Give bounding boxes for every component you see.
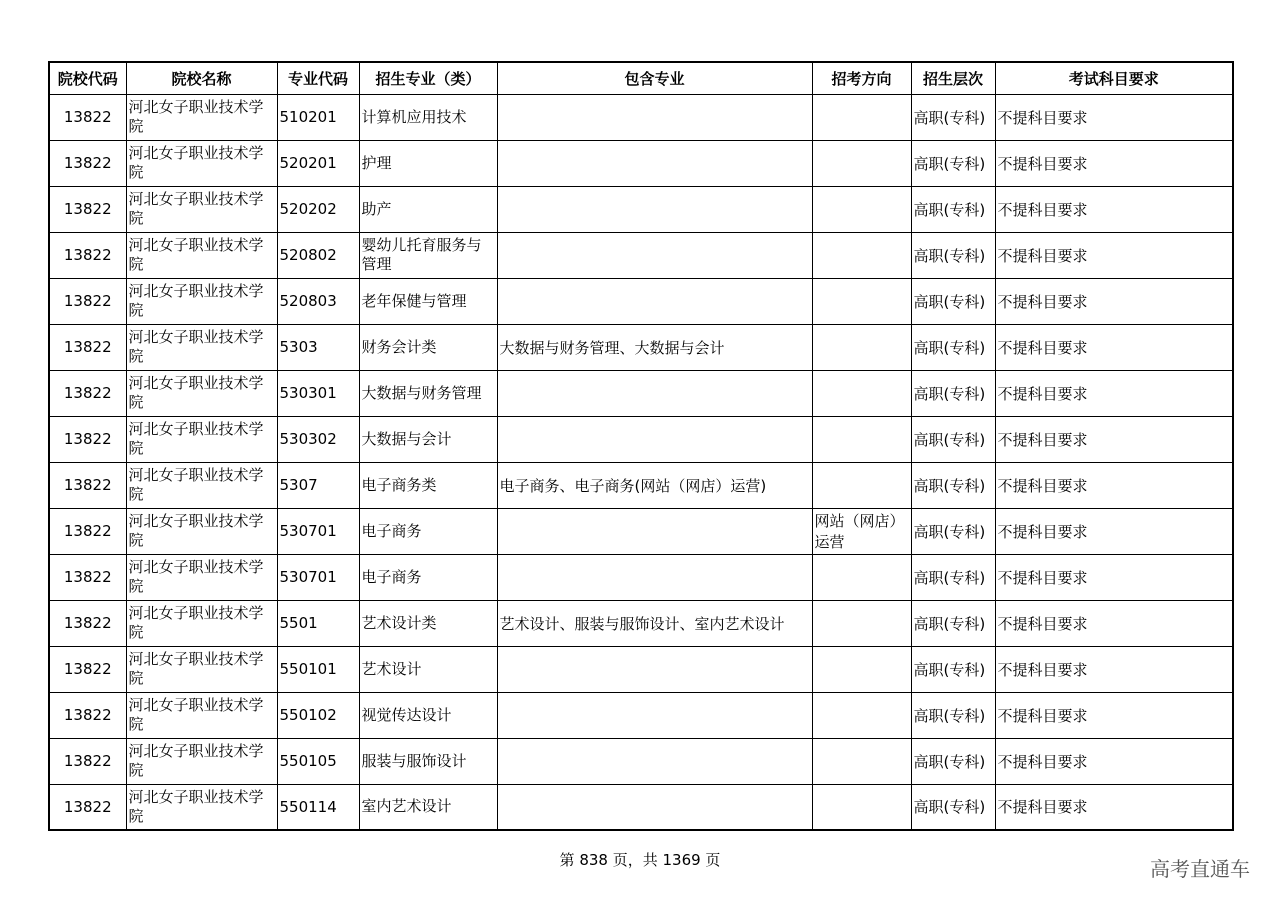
included-majors-cell <box>497 370 812 416</box>
major-cell: 婴幼儿托育服务与管理 <box>359 232 497 278</box>
direction-cell <box>812 186 911 232</box>
school-name-cell: 河北女子职业技术学院 <box>126 416 277 462</box>
direction-cell <box>812 140 911 186</box>
major-cell: 室内艺术设计 <box>359 784 497 830</box>
school-name-cell: 河北女子职业技术学院 <box>126 186 277 232</box>
table-row <box>49 370 1233 416</box>
subject-requirement-cell: 不提科目要求 <box>995 416 1233 462</box>
header-school-code: 院校代码 <box>49 62 126 94</box>
major-code-cell: 550105 <box>277 738 359 784</box>
header-school-name: 院校名称 <box>126 62 277 94</box>
included-majors-cell <box>497 554 812 600</box>
school-name-cell: 河北女子职业技术学院 <box>126 370 277 416</box>
school-code-cell: 13822 <box>49 232 126 278</box>
subject-requirement-cell: 不提科目要求 <box>995 554 1233 600</box>
included-majors-cell <box>497 738 812 784</box>
subject-requirement-cell: 不提科目要求 <box>995 94 1233 140</box>
included-majors-cell <box>497 784 812 830</box>
level-cell: 高职(专科) <box>911 784 995 830</box>
direction-cell <box>812 784 911 830</box>
subject-requirement-cell: 不提科目要求 <box>995 140 1233 186</box>
direction-cell <box>812 232 911 278</box>
major-code-cell: 5303 <box>277 324 359 370</box>
admissions-table-container <box>48 61 1234 831</box>
watermark-logo-text: 高考直通车 <box>1150 857 1250 881</box>
major-code-cell: 520802 <box>277 232 359 278</box>
school-name-cell: 河北女子职业技术学院 <box>126 140 277 186</box>
subject-requirement-cell: 不提科目要求 <box>995 600 1233 646</box>
subject-requirement-cell: 不提科目要求 <box>995 232 1233 278</box>
school-name-cell: 河北女子职业技术学院 <box>126 692 277 738</box>
major-code-cell: 530701 <box>277 554 359 600</box>
level-cell: 高职(专科) <box>911 738 995 784</box>
level-cell: 高职(专科) <box>911 186 995 232</box>
subject-requirement-cell: 不提科目要求 <box>995 278 1233 324</box>
major-cell: 计算机应用技术 <box>359 94 497 140</box>
subject-requirement-cell: 不提科目要求 <box>995 186 1233 232</box>
school-code-cell: 13822 <box>49 370 126 416</box>
major-cell: 电子商务 <box>359 554 497 600</box>
header-level: 招生层次 <box>911 62 995 94</box>
level-cell: 高职(专科) <box>911 416 995 462</box>
page-number: 第 838 页，共 1369 页 <box>559 851 721 869</box>
direction-cell <box>812 94 911 140</box>
subject-requirement-cell: 不提科目要求 <box>995 324 1233 370</box>
school-code-cell: 13822 <box>49 186 126 232</box>
major-code-cell: 520803 <box>277 278 359 324</box>
level-cell: 高职(专科) <box>911 692 995 738</box>
major-cell: 老年保健与管理 <box>359 278 497 324</box>
table-row <box>49 554 1233 600</box>
school-code-cell: 13822 <box>49 462 126 508</box>
school-name-cell: 河北女子职业技术学院 <box>126 600 277 646</box>
major-cell: 服装与服饰设计 <box>359 738 497 784</box>
table-row <box>49 140 1233 186</box>
subject-requirement-cell: 不提科目要求 <box>995 462 1233 508</box>
header-direction: 招考方向 <box>812 62 911 94</box>
school-code-cell: 13822 <box>49 738 126 784</box>
school-code-cell: 13822 <box>49 646 126 692</box>
major-code-cell: 530701 <box>277 508 359 554</box>
school-code-cell: 13822 <box>49 508 126 554</box>
direction-cell <box>812 416 911 462</box>
included-majors-cell <box>497 646 812 692</box>
school-name-cell: 河北女子职业技术学院 <box>126 94 277 140</box>
subject-requirement-cell: 不提科目要求 <box>995 646 1233 692</box>
direction-cell <box>812 370 911 416</box>
school-name-cell: 河北女子职业技术学院 <box>126 462 277 508</box>
table-row <box>49 738 1233 784</box>
school-code-cell: 13822 <box>49 94 126 140</box>
header-major-code: 专业代码 <box>277 62 359 94</box>
included-majors-cell <box>497 186 812 232</box>
included-majors-cell <box>497 232 812 278</box>
included-majors-cell: 艺术设计、服装与服饰设计、室内艺术设计 <box>497 600 812 646</box>
subject-requirement-cell: 不提科目要求 <box>995 692 1233 738</box>
table-header-row <box>49 62 1233 94</box>
major-code-cell: 510201 <box>277 94 359 140</box>
school-code-cell: 13822 <box>49 278 126 324</box>
major-cell: 大数据与会计 <box>359 416 497 462</box>
major-code-cell: 5307 <box>277 462 359 508</box>
school-code-cell: 13822 <box>49 784 126 830</box>
subject-requirement-cell: 不提科目要求 <box>995 508 1233 554</box>
table-row <box>49 278 1233 324</box>
included-majors-cell <box>497 416 812 462</box>
header-major: 招生专业（类） <box>359 62 497 94</box>
table-body <box>49 94 1233 830</box>
major-cell: 电子商务 <box>359 508 497 554</box>
level-cell: 高职(专科) <box>911 278 995 324</box>
subject-requirement-cell: 不提科目要求 <box>995 738 1233 784</box>
major-code-cell: 550102 <box>277 692 359 738</box>
direction-cell <box>812 324 911 370</box>
level-cell: 高职(专科) <box>911 232 995 278</box>
major-cell: 艺术设计类 <box>359 600 497 646</box>
major-code-cell: 530301 <box>277 370 359 416</box>
major-cell: 护理 <box>359 140 497 186</box>
direction-cell: 网站（网店）运营 <box>812 508 911 554</box>
school-code-cell: 13822 <box>49 324 126 370</box>
school-name-cell: 河北女子职业技术学院 <box>126 278 277 324</box>
school-code-cell: 13822 <box>49 692 126 738</box>
level-cell: 高职(专科) <box>911 554 995 600</box>
major-code-cell: 520201 <box>277 140 359 186</box>
school-name-cell: 河北女子职业技术学院 <box>126 738 277 784</box>
table-row <box>49 186 1233 232</box>
school-name-cell: 河北女子职业技术学院 <box>126 324 277 370</box>
school-name-cell: 河北女子职业技术学院 <box>126 232 277 278</box>
table-row <box>49 232 1233 278</box>
major-cell: 财务会计类 <box>359 324 497 370</box>
level-cell: 高职(专科) <box>911 600 995 646</box>
table-row <box>49 416 1233 462</box>
school-name-cell: 河北女子职业技术学院 <box>126 646 277 692</box>
school-code-cell: 13822 <box>49 554 126 600</box>
school-code-cell: 13822 <box>49 600 126 646</box>
direction-cell <box>812 554 911 600</box>
direction-cell <box>812 646 911 692</box>
major-code-cell: 530302 <box>277 416 359 462</box>
school-name-cell: 河北女子职业技术学院 <box>126 508 277 554</box>
major-cell: 助产 <box>359 186 497 232</box>
major-cell: 艺术设计 <box>359 646 497 692</box>
level-cell: 高职(专科) <box>911 324 995 370</box>
included-majors-cell <box>497 94 812 140</box>
major-cell: 视觉传达设计 <box>359 692 497 738</box>
level-cell: 高职(专科) <box>911 462 995 508</box>
header-subject-requirement: 考试科目要求 <box>995 62 1233 94</box>
table-row <box>49 692 1233 738</box>
school-name-cell: 河北女子职业技术学院 <box>126 784 277 830</box>
admissions-table <box>48 61 1234 831</box>
included-majors-cell: 大数据与财务管理、大数据与会计 <box>497 324 812 370</box>
major-code-cell: 550101 <box>277 646 359 692</box>
major-cell: 大数据与财务管理 <box>359 370 497 416</box>
school-code-cell: 13822 <box>49 416 126 462</box>
major-code-cell: 550114 <box>277 784 359 830</box>
level-cell: 高职(专科) <box>911 370 995 416</box>
major-code-cell: 520202 <box>277 186 359 232</box>
subject-requirement-cell: 不提科目要求 <box>995 370 1233 416</box>
included-majors-cell <box>497 140 812 186</box>
table-row <box>49 508 1233 554</box>
included-majors-cell <box>497 508 812 554</box>
direction-cell <box>812 692 911 738</box>
major-code-cell: 5501 <box>277 600 359 646</box>
table-row <box>49 94 1233 140</box>
included-majors-cell <box>497 278 812 324</box>
table-row <box>49 600 1233 646</box>
table-row <box>49 462 1233 508</box>
school-name-cell: 河北女子职业技术学院 <box>126 554 277 600</box>
direction-cell <box>812 738 911 784</box>
included-majors-cell: 电子商务、电子商务(网站（网店）运营) <box>497 462 812 508</box>
table-row <box>49 646 1233 692</box>
level-cell: 高职(专科) <box>911 508 995 554</box>
school-code-cell: 13822 <box>49 140 126 186</box>
header-included-majors: 包含专业 <box>497 62 812 94</box>
level-cell: 高职(专科) <box>911 646 995 692</box>
direction-cell <box>812 462 911 508</box>
level-cell: 高职(专科) <box>911 94 995 140</box>
level-cell: 高职(专科) <box>911 140 995 186</box>
subject-requirement-cell: 不提科目要求 <box>995 784 1233 830</box>
table-row <box>49 324 1233 370</box>
direction-cell <box>812 600 911 646</box>
table-row <box>49 784 1233 830</box>
included-majors-cell <box>497 692 812 738</box>
direction-cell <box>812 278 911 324</box>
major-cell: 电子商务类 <box>359 462 497 508</box>
